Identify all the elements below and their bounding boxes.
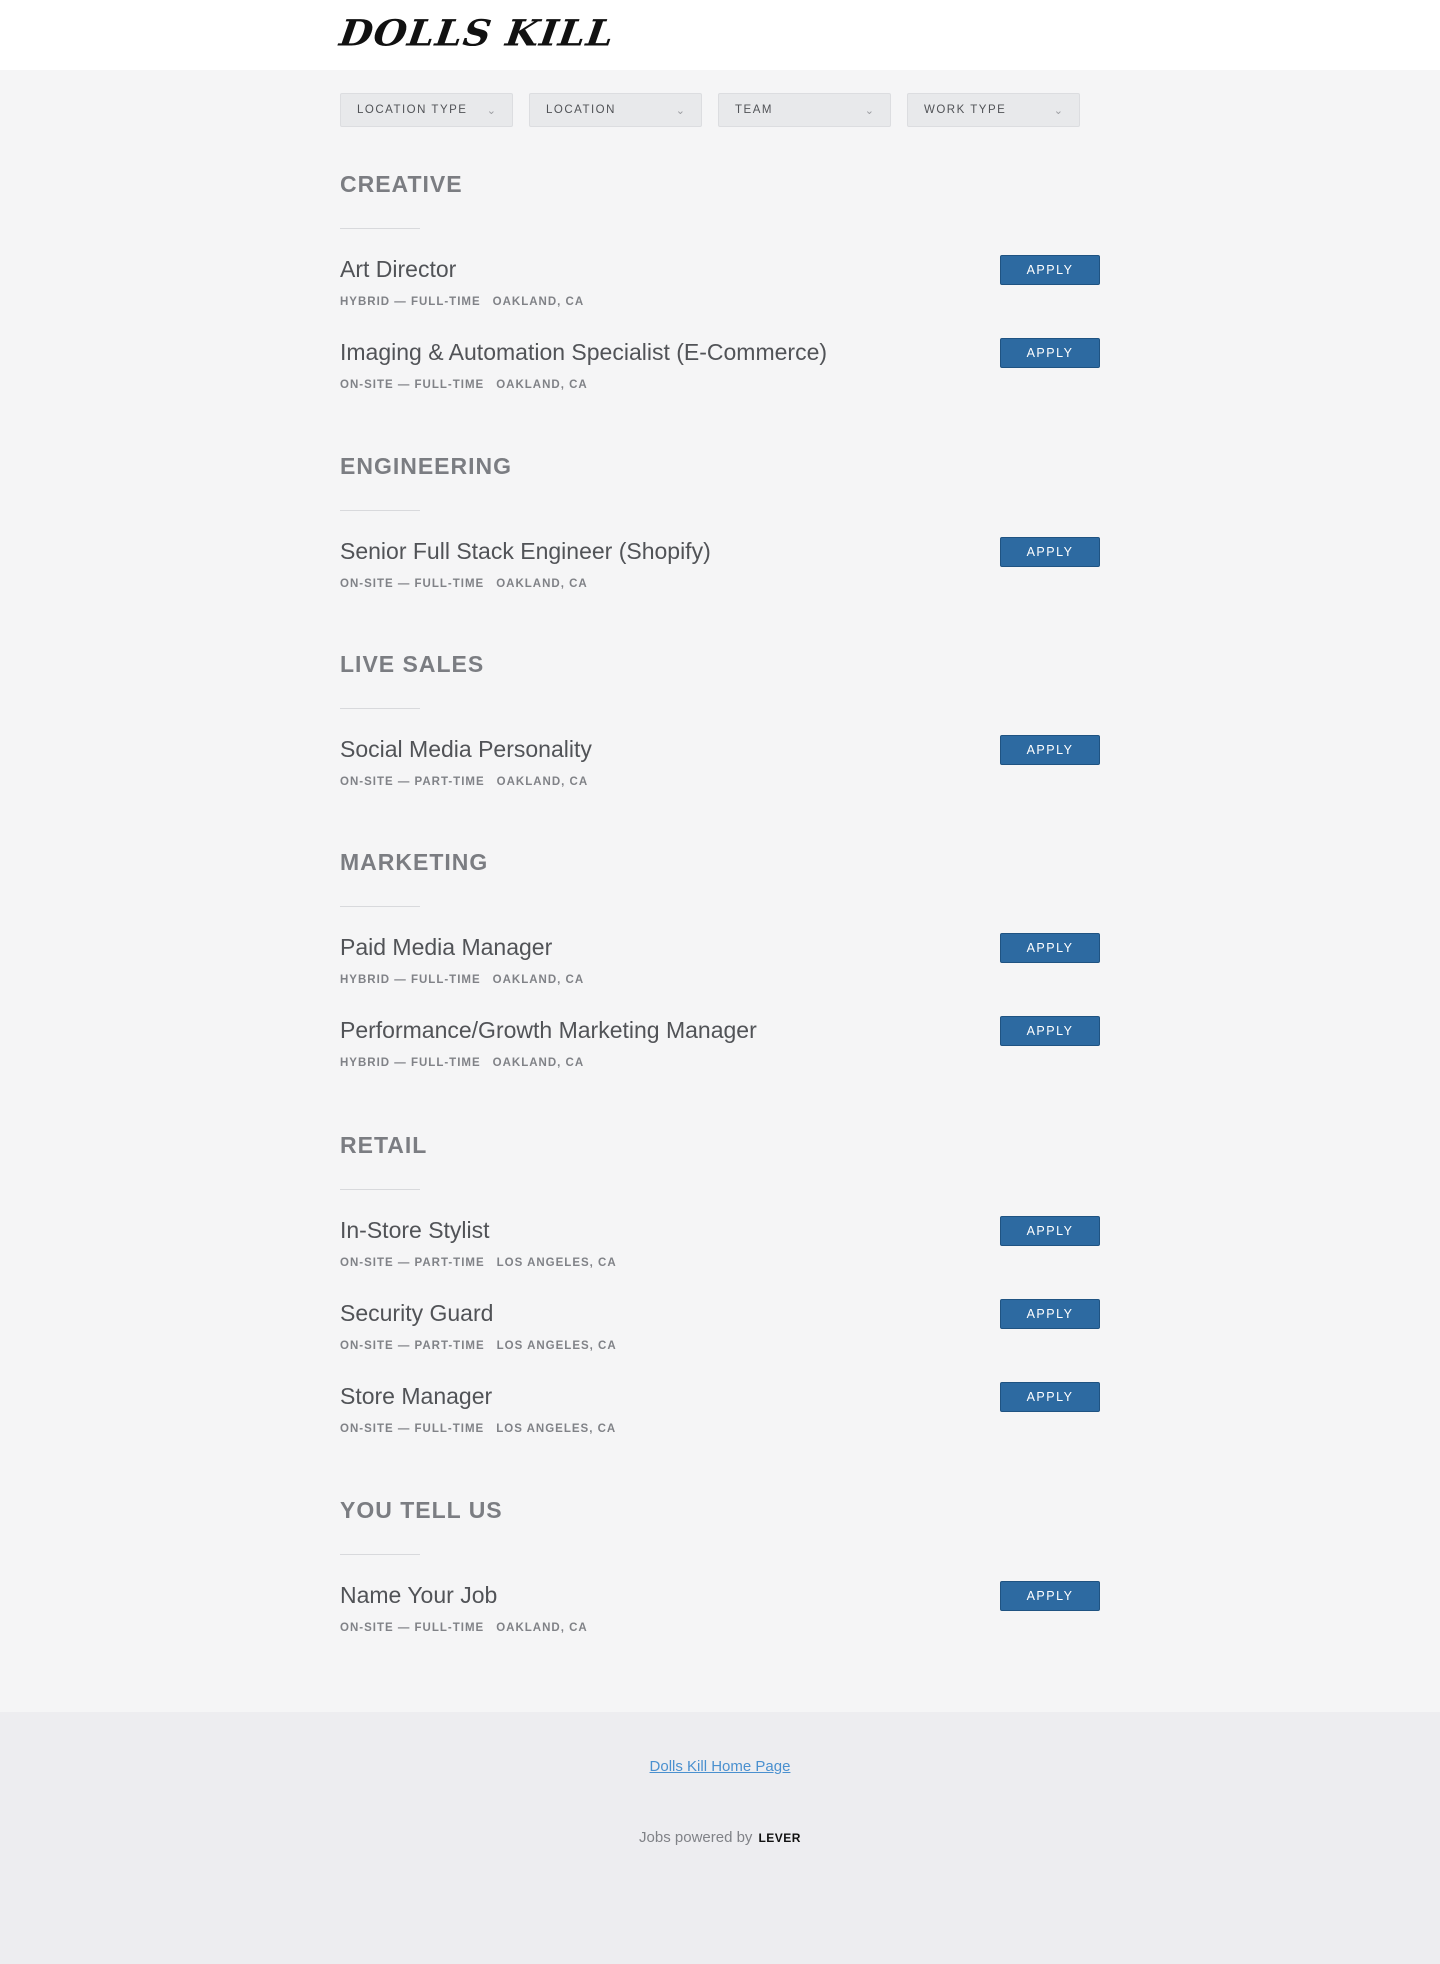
posting-commitment: HYBRID — FULL-TIME — [340, 1057, 481, 1069]
dolls-kill-logo[interactable]: DOLLS KILL — [336, 11, 618, 54]
apply-button[interactable]: APPLY — [1000, 735, 1100, 765]
posting-item — [340, 734, 1100, 804]
posting-meta — [340, 1057, 584, 1069]
powered-by-text: Jobs powered by — [639, 1829, 753, 1846]
posting-title[interactable]: Performance/Growth Marketing Manager — [340, 1017, 757, 1043]
posting-item — [340, 1580, 1100, 1650]
posting-commitment: ON-SITE — PART-TIME — [340, 1257, 485, 1269]
posting-title[interactable]: Security Guard — [340, 1300, 494, 1326]
site-footer — [0, 1712, 1440, 1964]
section-divider — [340, 1554, 420, 1555]
filter-bar — [340, 93, 1080, 127]
posting-item — [340, 932, 1100, 1002]
posting-meta — [340, 1423, 616, 1435]
posting-location: OAKLAND, CA — [492, 974, 585, 986]
apply-button[interactable]: APPLY — [1000, 255, 1100, 285]
section-title: MARKETING — [340, 849, 489, 875]
posting-commitment: HYBRID — FULL-TIME — [340, 974, 481, 986]
filter-label: LOCATION TYPE — [357, 104, 468, 116]
posting-item — [340, 1215, 1100, 1285]
posting-meta — [340, 1622, 588, 1634]
section-title: LIVE SALES — [340, 651, 485, 677]
site-header — [0, 0, 1440, 70]
section-creative — [340, 170, 1100, 391]
posting-commitment: ON-SITE — FULL-TIME — [340, 1423, 485, 1435]
posting-item — [340, 337, 1100, 407]
posting-commitment: ON-SITE — PART-TIME — [340, 776, 485, 788]
posting-title[interactable]: Senior Full Stack Engineer (Shopify) — [340, 538, 711, 564]
posting-commitment: HYBRID — FULL-TIME — [340, 296, 481, 308]
posting-location: LOS ANGELES, CA — [496, 1340, 617, 1352]
section-divider — [340, 1189, 420, 1190]
apply-button[interactable]: APPLY — [1000, 1299, 1100, 1329]
posting-location: OAKLAND, CA — [496, 578, 588, 590]
posting-item — [340, 1015, 1100, 1085]
posting-location: OAKLAND, CA — [496, 776, 589, 788]
apply-button[interactable]: APPLY — [1000, 1581, 1100, 1611]
section-retail — [340, 1131, 1100, 1435]
posting-location: LOS ANGELES, CA — [496, 1423, 617, 1435]
posting-meta — [340, 1257, 617, 1269]
posting-location: OAKLAND, CA — [492, 1057, 585, 1069]
filter-label: LOCATION — [546, 104, 616, 116]
section-you-tell-us — [340, 1496, 1100, 1634]
filter-label: TEAM — [735, 104, 773, 116]
filter-label: WORK TYPE — [924, 104, 1007, 116]
posting-item — [340, 536, 1100, 606]
section-divider — [340, 228, 420, 229]
posting-commitment: ON-SITE — FULL-TIME — [340, 578, 485, 590]
section-divider — [340, 906, 420, 907]
posting-item — [340, 1298, 1100, 1368]
section-live-sales — [340, 650, 1100, 788]
posting-location: OAKLAND, CA — [496, 1622, 588, 1634]
section-divider — [340, 510, 420, 511]
filter-team[interactable] — [718, 93, 891, 127]
chevron-down-icon: ⌄ — [486, 104, 496, 117]
posting-location: OAKLAND, CA — [492, 296, 585, 308]
filter-location-type[interactable] — [340, 93, 513, 127]
posting-commitment: ON-SITE — FULL-TIME — [340, 379, 485, 391]
posting-title[interactable]: Name Your Job — [340, 1582, 498, 1608]
posting-title[interactable]: In-Store Stylist — [340, 1217, 490, 1243]
posting-meta — [340, 296, 584, 308]
posting-location: LOS ANGELES, CA — [496, 1257, 617, 1269]
home-page-link[interactable]: Dolls Kill Home Page — [649, 1758, 791, 1775]
chevron-down-icon: ⌄ — [1053, 104, 1063, 117]
lever-logo[interactable]: LEVER — [758, 1831, 801, 1845]
filter-work-type[interactable] — [907, 93, 1080, 127]
section-title: CREATIVE — [340, 171, 463, 197]
apply-button[interactable]: APPLY — [1000, 933, 1100, 963]
posting-title[interactable]: Art Director — [340, 256, 457, 282]
section-title: ENGINEERING — [340, 453, 513, 479]
posting-item — [340, 254, 1100, 324]
apply-button[interactable]: APPLY — [1000, 1216, 1100, 1246]
posting-title[interactable]: Social Media Personality — [340, 736, 592, 762]
section-title: YOU TELL US — [340, 1497, 503, 1523]
posting-commitment: ON-SITE — PART-TIME — [340, 1340, 485, 1352]
posting-meta — [340, 1340, 617, 1352]
posting-meta — [340, 578, 588, 590]
posting-meta — [340, 776, 588, 788]
filter-location[interactable] — [529, 93, 702, 127]
posting-title[interactable]: Imaging & Automation Specialist (E-Commerce) — [340, 339, 828, 365]
apply-button[interactable]: APPLY — [1000, 338, 1100, 368]
section-title: RETAIL — [340, 1132, 428, 1158]
apply-button[interactable]: APPLY — [1000, 1382, 1100, 1412]
posting-commitment: ON-SITE — FULL-TIME — [340, 1622, 485, 1634]
chevron-down-icon: ⌄ — [864, 104, 874, 117]
section-engineering — [340, 452, 1100, 590]
section-divider — [340, 708, 420, 709]
posting-title[interactable]: Store Manager — [340, 1383, 493, 1409]
section-marketing — [340, 848, 1100, 1069]
footer-link-row — [0, 1758, 1440, 1776]
posting-meta — [340, 974, 584, 986]
posting-title[interactable]: Paid Media Manager — [340, 934, 553, 960]
posting-item — [340, 1381, 1100, 1451]
posting-location: OAKLAND, CA — [496, 379, 588, 391]
chevron-down-icon: ⌄ — [675, 104, 685, 117]
apply-button[interactable]: APPLY — [1000, 1016, 1100, 1046]
posting-meta — [340, 379, 588, 391]
apply-button[interactable]: APPLY — [1000, 537, 1100, 567]
powered-by — [0, 1829, 1440, 1846]
